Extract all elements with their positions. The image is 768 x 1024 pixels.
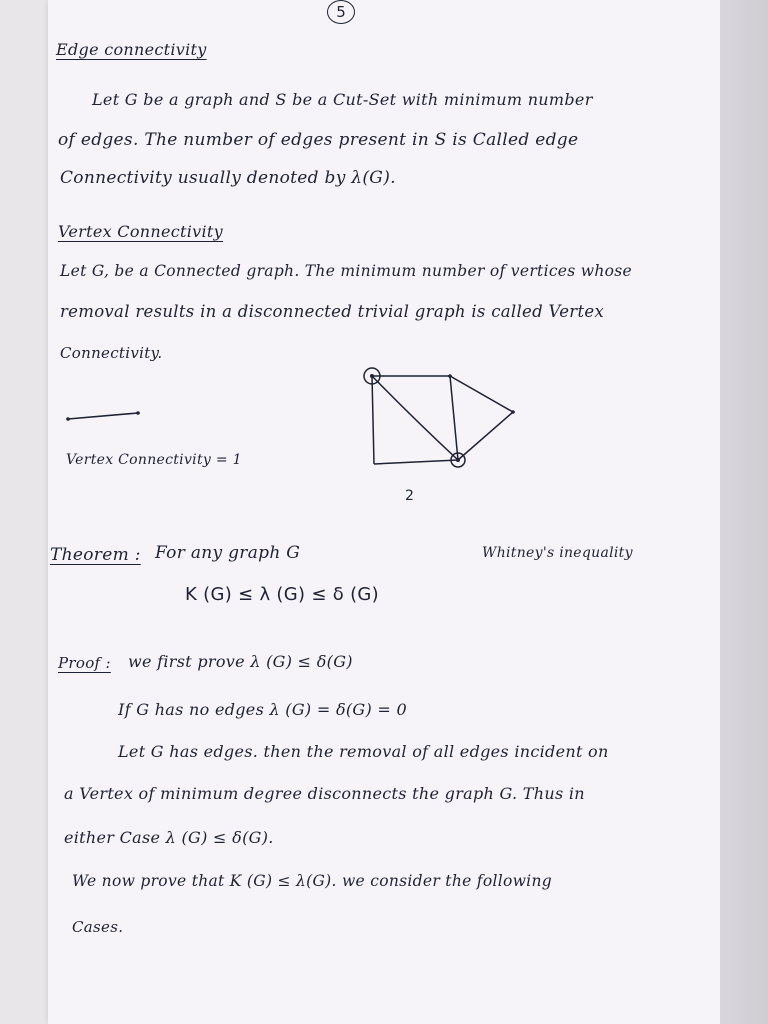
proof-line-7: Cases. (72, 918, 124, 936)
proof-line-3: Let G has edges. then the removal of all edges incident on (118, 742, 609, 761)
example-graph-figure (355, 360, 525, 480)
edge-def-line-1: Let G be a graph and S be a Cut-Set with minimum number (92, 90, 593, 109)
theorem-statement: For any graph G (155, 543, 301, 563)
proof-line-4: a Vertex of minimum degree disconnects the graph G. Thus in (64, 784, 585, 803)
vertex-def-line-2: removal results in a disconnected trivial graph is called Vertex (60, 302, 605, 321)
edge-def-line-3: Connectivity usually denoted by λ(G). (60, 168, 396, 188)
notebook-page (48, 0, 720, 1024)
whitney-inequality-label: Whitney's inequality (482, 545, 633, 561)
edge-def-line-2: of edges. The number of edges present in S is Called edge (58, 130, 579, 150)
vertex-def-line-1: Let G, be a Connected graph. The minimum number of vertices whose (60, 262, 632, 280)
proof-line-6: We now prove that K (G) ≤ λ(G). we consider the following (72, 872, 552, 890)
vertex-connectivity-heading: Vertex Connectivity (58, 222, 223, 241)
single-edge-graph (66, 405, 146, 425)
proof-line-5: either Case λ (G) ≤ δ(G). (64, 828, 274, 847)
proof-line-2: If G has no edges λ (G) = δ(G) = 0 (118, 700, 408, 719)
whitney-inequality: K (G) ≤ λ (G) ≤ δ (G) (185, 584, 379, 605)
proof-line-1: we first prove λ (G) ≤ δ(G) (128, 652, 353, 671)
theorem-label: Theorem : (50, 545, 141, 565)
page-edge (720, 0, 768, 1024)
vertex-def-line-3: Connectivity. (60, 344, 163, 362)
page-number: 5 (327, 0, 355, 24)
figure-number: 2 (405, 488, 414, 504)
vertex-connectivity-example: Vertex Connectivity = 1 (66, 452, 242, 468)
edge-connectivity-heading: Edge connectivity (56, 40, 207, 59)
proof-label: Proof : (58, 654, 111, 672)
